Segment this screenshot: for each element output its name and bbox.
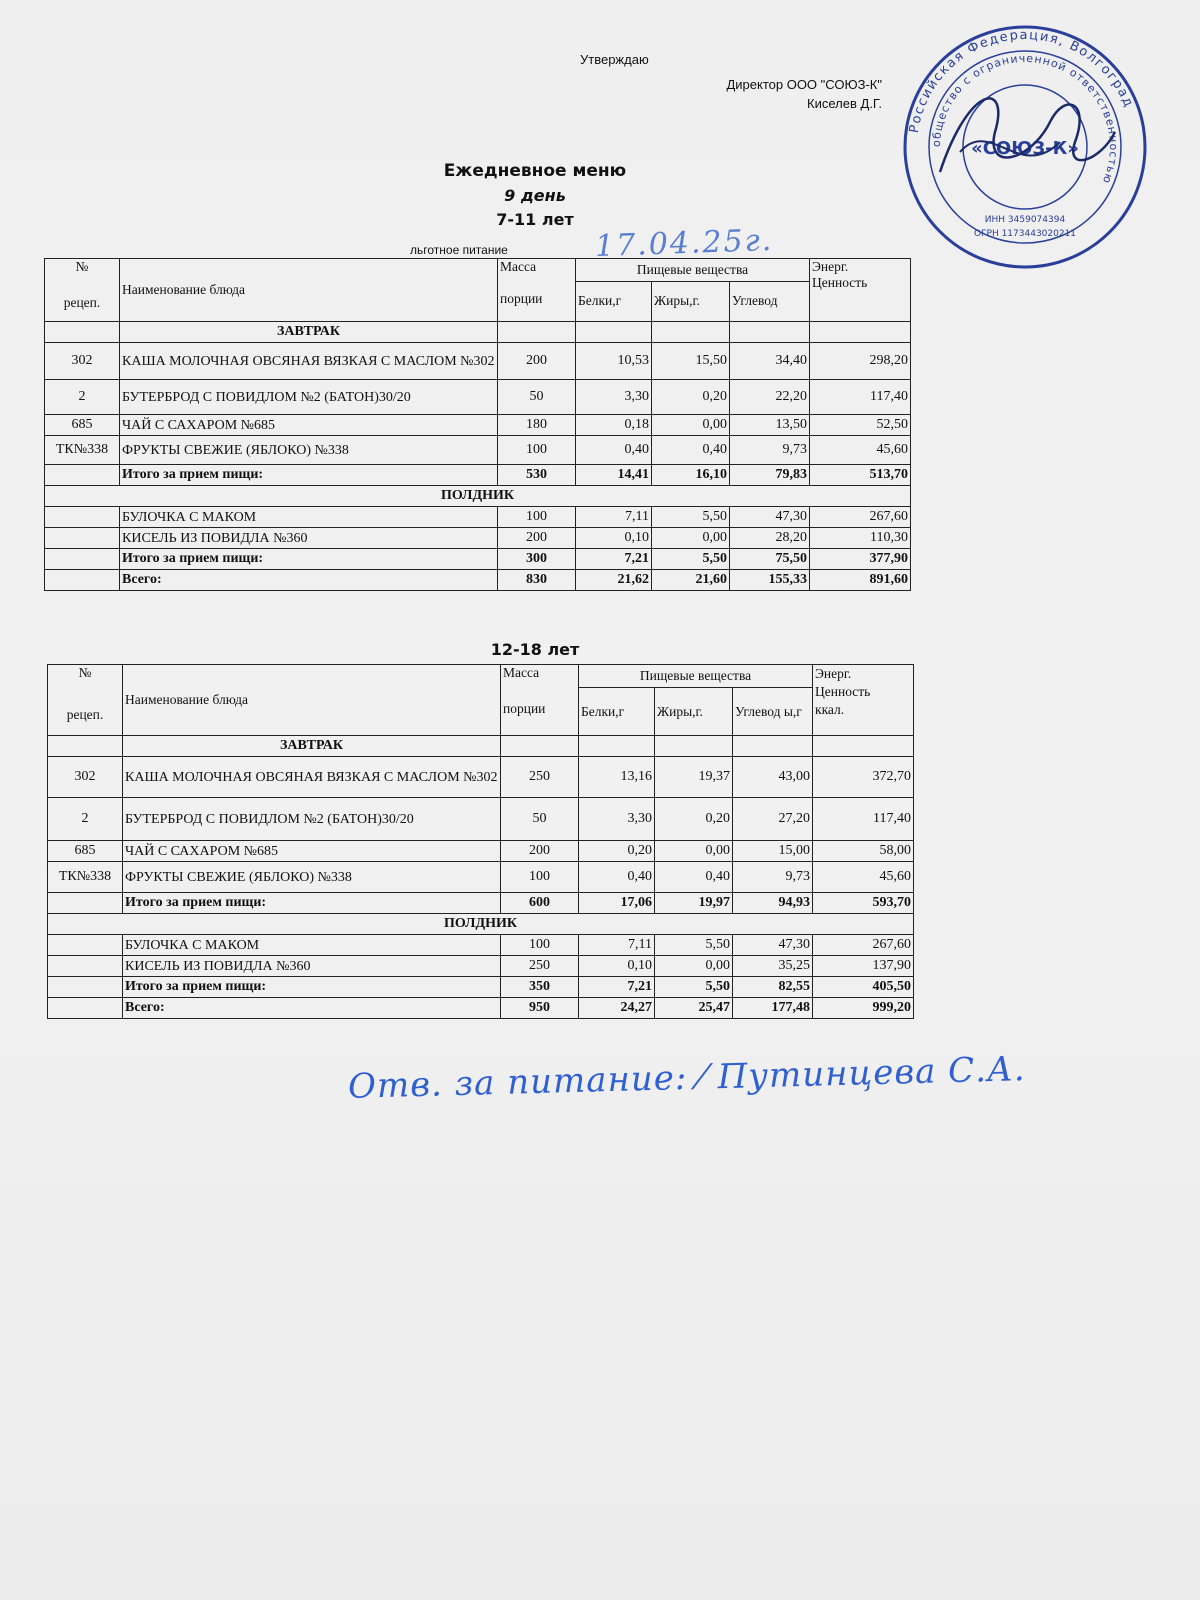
snack-total-row — [45, 549, 911, 570]
mass-cell: 100 — [501, 862, 579, 893]
col-dish-name: Наименование блюда — [123, 665, 501, 736]
energy-cell: 137,90 — [813, 956, 914, 977]
mass-cell: 100 — [501, 935, 579, 956]
mass-cell: 180 — [498, 415, 576, 436]
carbs-cell: 47,30 — [733, 935, 813, 956]
col-fats: Жиры,г. — [655, 688, 733, 736]
grand-total-row — [45, 570, 911, 591]
dish-name-cell: БУЛОЧКА С МАКОМ — [120, 507, 498, 528]
carbs-cell — [730, 322, 810, 343]
mass-cell: 250 — [501, 757, 579, 798]
recipe-no-cell: 685 — [48, 841, 123, 862]
carbs-cell: 9,73 — [730, 436, 810, 465]
fats-cell: 0,00 — [652, 528, 730, 549]
recipe-no-cell — [45, 465, 120, 486]
stamp-ogrn-text: ОГРН 1173443020211 — [973, 229, 1077, 239]
carbs-cell — [733, 736, 813, 757]
table-row — [48, 757, 914, 798]
recipe-no-cell — [45, 570, 120, 591]
table-row — [48, 935, 914, 956]
stamp-center-text: «СОЮЗ-К» — [971, 138, 1079, 159]
col-nutrients: Пищевые вещества — [576, 259, 810, 282]
carbs-cell: 47,30 — [730, 507, 810, 528]
energy-cell: 513,70 — [810, 465, 911, 486]
fats-cell: 0,00 — [655, 841, 733, 862]
energy-cell: 52,50 — [810, 415, 911, 436]
age-group-2-heading: 12-18 лет — [490, 640, 580, 659]
carbs-cell: 79,83 — [730, 465, 810, 486]
mass-cell: 350 — [501, 977, 579, 998]
energy-cell: 999,20 — [813, 998, 914, 1019]
mass-cell: 50 — [501, 798, 579, 841]
table-header-row — [45, 259, 911, 282]
dish-name-cell: БУТЕРБРОД С ПОВИДЛОМ №2 (БАТОН)30/20 — [123, 798, 501, 841]
col-recipe-no: № рецеп. — [45, 259, 120, 322]
energy-cell: 298,20 — [810, 343, 911, 380]
proteins-cell: 10,53 — [576, 343, 652, 380]
carbs-cell: 15,00 — [733, 841, 813, 862]
carbs-cell: 82,55 — [733, 977, 813, 998]
col-fats: Жиры,г. — [652, 281, 730, 321]
approval-label: Утверждаю — [580, 52, 649, 67]
carbs-cell: 43,00 — [733, 757, 813, 798]
col-energy: Энерг. Ценность — [810, 259, 911, 322]
fats-cell: 25,47 — [655, 998, 733, 1019]
director-title: Директор ООО "СОЮЗ-К" — [726, 77, 882, 92]
mass-cell — [501, 736, 579, 757]
dish-name-cell: ФРУКТЫ СВЕЖИЕ (ЯБЛОКО) №338 — [120, 436, 498, 465]
dish-name-cell: КИСЕЛЬ ИЗ ПОВИДЛА №360 — [120, 528, 498, 549]
recipe-no-cell — [45, 322, 120, 343]
fats-cell: 0,20 — [652, 380, 730, 415]
proteins-cell — [576, 322, 652, 343]
dish-name-cell: КИСЕЛЬ ИЗ ПОВИДЛА №360 — [123, 956, 501, 977]
dish-name-cell: ФРУКТЫ СВЕЖИЕ (ЯБЛОКО) №338 — [123, 862, 501, 893]
breakfast-total-row — [45, 465, 911, 486]
mass-cell — [498, 322, 576, 343]
fats-cell: 0,00 — [655, 956, 733, 977]
energy-cell: 45,60 — [813, 862, 914, 893]
handwritten-date: 17.04.25г. — [594, 222, 774, 265]
dish-name-cell: ЧАЙ С САХАРОМ №685 — [123, 841, 501, 862]
table-row — [48, 862, 914, 893]
proteins-cell: 0,40 — [576, 436, 652, 465]
recipe-no-cell — [45, 528, 120, 549]
table-row — [45, 380, 911, 415]
carbs-cell: 22,20 — [730, 380, 810, 415]
director-name: Киселев Д.Г. — [807, 96, 882, 111]
dish-name-cell: КАША МОЛОЧНАЯ ОВСЯНАЯ ВЯЗКАЯ С МАСЛОМ №302 — [120, 343, 498, 380]
energy-cell: 45,60 — [810, 436, 911, 465]
fats-cell: 19,37 — [655, 757, 733, 798]
col-nutrients: Пищевые вещества — [579, 665, 813, 688]
table-row — [45, 415, 911, 436]
col-carbs: Углевод ы,г — [733, 688, 813, 736]
carbs-cell: 28,20 — [730, 528, 810, 549]
table-row — [48, 841, 914, 862]
mass-cell: 200 — [498, 343, 576, 380]
fats-cell: 5,50 — [652, 549, 730, 570]
menu-day: 9 день — [504, 186, 566, 205]
recipe-no-cell: ТК№338 — [48, 862, 123, 893]
dish-name-cell: Итого за прием пищи: — [123, 893, 501, 914]
stamp-outer-text: Российская Федерация, Волгоград — [906, 27, 1137, 135]
subsidized-note: льготное питание — [410, 243, 508, 257]
table-row — [48, 956, 914, 977]
recipe-no-cell — [45, 507, 120, 528]
section-snack — [45, 486, 911, 507]
mass-cell: 200 — [498, 528, 576, 549]
dish-name-cell: Всего: — [123, 998, 501, 1019]
dish-name-cell: КАША МОЛОЧНАЯ ОВСЯНАЯ ВЯЗКАЯ С МАСЛОМ №302 — [123, 757, 501, 798]
carbs-cell: 94,93 — [733, 893, 813, 914]
proteins-cell: 3,30 — [579, 798, 655, 841]
col-energy: Энерг. Ценность ккал. — [813, 665, 914, 736]
recipe-no-cell: 302 — [45, 343, 120, 380]
proteins-cell: 17,06 — [579, 893, 655, 914]
menu-title-block — [0, 158, 1070, 232]
recipe-no-cell: 302 — [48, 757, 123, 798]
mass-cell: 50 — [498, 380, 576, 415]
recipe-no-cell — [45, 549, 120, 570]
section-title: ЗАВТРАК — [123, 736, 501, 757]
proteins-cell: 24,27 — [579, 998, 655, 1019]
proteins-cell: 13,16 — [579, 757, 655, 798]
section-title: ПОЛДНИК — [45, 486, 911, 507]
carbs-cell: 9,73 — [733, 862, 813, 893]
breakfast-total-row — [48, 893, 914, 914]
fats-cell: 0,20 — [655, 798, 733, 841]
proteins-cell: 3,30 — [576, 380, 652, 415]
carbs-cell: 35,25 — [733, 956, 813, 977]
stamp-inner-text: общество с ограниченной ответственностью — [929, 51, 1121, 187]
carbs-cell: 177,48 — [733, 998, 813, 1019]
proteins-cell: 0,10 — [576, 528, 652, 549]
carbs-cell: 13,50 — [730, 415, 810, 436]
energy-cell: 267,60 — [810, 507, 911, 528]
recipe-no-cell: 2 — [45, 380, 120, 415]
col-dish-name: Наименование блюда — [120, 259, 498, 322]
fats-cell: 5,50 — [655, 977, 733, 998]
dish-name-cell: Итого за прием пищи: — [120, 549, 498, 570]
col-proteins: Белки,г — [579, 688, 655, 736]
recipe-no-cell: ТК№338 — [45, 436, 120, 465]
mass-cell: 600 — [501, 893, 579, 914]
col-mass: Масса порции — [498, 259, 576, 322]
proteins-cell — [579, 736, 655, 757]
menu-table-7-11 — [44, 258, 911, 591]
table-row — [48, 798, 914, 841]
section-breakfast — [45, 322, 911, 343]
recipe-no-cell — [48, 998, 123, 1019]
energy-cell: 405,50 — [813, 977, 914, 998]
dish-name-cell: БУТЕРБРОД С ПОВИДЛОМ №2 (БАТОН)30/20 — [120, 380, 498, 415]
recipe-no-cell — [48, 977, 123, 998]
recipe-no-cell: 685 — [45, 415, 120, 436]
mass-cell: 950 — [501, 998, 579, 1019]
table-row — [45, 507, 911, 528]
age-group-1-heading: 7-11 лет — [496, 210, 574, 229]
mass-cell: 830 — [498, 570, 576, 591]
fats-cell: 5,50 — [652, 507, 730, 528]
energy-cell — [813, 736, 914, 757]
fats-cell — [652, 322, 730, 343]
fats-cell — [655, 736, 733, 757]
energy-cell: 891,60 — [810, 570, 911, 591]
col-carbs: Углевод — [730, 281, 810, 321]
dish-name-cell: Итого за прием пищи: — [123, 977, 501, 998]
fats-cell: 5,50 — [655, 935, 733, 956]
fats-cell: 15,50 — [652, 343, 730, 380]
col-proteins: Белки,г — [576, 281, 652, 321]
proteins-cell: 7,11 — [579, 935, 655, 956]
mass-cell: 100 — [498, 507, 576, 528]
dish-name-cell: ЧАЙ С САХАРОМ №685 — [120, 415, 498, 436]
recipe-no-cell — [48, 736, 123, 757]
energy-cell: 593,70 — [813, 893, 914, 914]
carbs-cell: 34,40 — [730, 343, 810, 380]
dish-name-cell: БУЛОЧКА С МАКОМ — [123, 935, 501, 956]
section-title: ПОЛДНИК — [48, 914, 914, 935]
table-row — [45, 436, 911, 465]
energy-cell — [810, 322, 911, 343]
table-row — [45, 343, 911, 380]
menu-table-12-18 — [47, 664, 914, 1019]
energy-cell: 267,60 — [813, 935, 914, 956]
company-stamp — [900, 22, 1150, 272]
energy-cell: 117,40 — [810, 380, 911, 415]
mass-cell: 300 — [498, 549, 576, 570]
proteins-cell: 14,41 — [576, 465, 652, 486]
fats-cell: 16,10 — [652, 465, 730, 486]
director-block — [726, 75, 882, 113]
dish-name-cell: Итого за прием пищи: — [120, 465, 498, 486]
responsible-person-signature: Отв. за питание: ⁄ Путинцева С.А. — [347, 1049, 1027, 1107]
proteins-cell: 0,10 — [579, 956, 655, 977]
recipe-no-cell — [48, 893, 123, 914]
fats-cell: 0,40 — [655, 862, 733, 893]
section-title: ЗАВТРАК — [120, 322, 498, 343]
energy-cell: 117,40 — [813, 798, 914, 841]
grand-total-row — [48, 998, 914, 1019]
fats-cell: 0,40 — [652, 436, 730, 465]
col-mass: Масса порции — [501, 665, 579, 736]
recipe-no-cell — [48, 956, 123, 977]
fats-cell: 21,60 — [652, 570, 730, 591]
table-row — [45, 528, 911, 549]
mass-cell: 530 — [498, 465, 576, 486]
energy-cell: 110,30 — [810, 528, 911, 549]
proteins-cell: 7,21 — [576, 549, 652, 570]
proteins-cell: 0,20 — [579, 841, 655, 862]
stamp-inn-text: ИНН 3459074394 — [984, 215, 1066, 225]
mass-cell: 250 — [501, 956, 579, 977]
fats-cell: 19,97 — [655, 893, 733, 914]
section-breakfast — [48, 736, 914, 757]
table-header-row — [48, 665, 914, 688]
energy-cell: 377,90 — [810, 549, 911, 570]
recipe-no-cell — [48, 935, 123, 956]
proteins-cell: 7,21 — [579, 977, 655, 998]
fats-cell: 0,00 — [652, 415, 730, 436]
mass-cell: 100 — [498, 436, 576, 465]
carbs-cell: 27,20 — [733, 798, 813, 841]
dish-name-cell: Всего: — [120, 570, 498, 591]
mass-cell: 200 — [501, 841, 579, 862]
proteins-cell: 0,18 — [576, 415, 652, 436]
page-title: Ежедневное меню — [443, 161, 627, 181]
col-recipe-no: № рецеп. — [48, 665, 123, 736]
energy-cell: 58,00 — [813, 841, 914, 862]
snack-total-row — [48, 977, 914, 998]
section-snack — [48, 914, 914, 935]
proteins-cell: 7,11 — [576, 507, 652, 528]
proteins-cell: 21,62 — [576, 570, 652, 591]
recipe-no-cell: 2 — [48, 798, 123, 841]
proteins-cell: 0,40 — [579, 862, 655, 893]
energy-cell: 372,70 — [813, 757, 914, 798]
carbs-cell: 75,50 — [730, 549, 810, 570]
carbs-cell: 155,33 — [730, 570, 810, 591]
